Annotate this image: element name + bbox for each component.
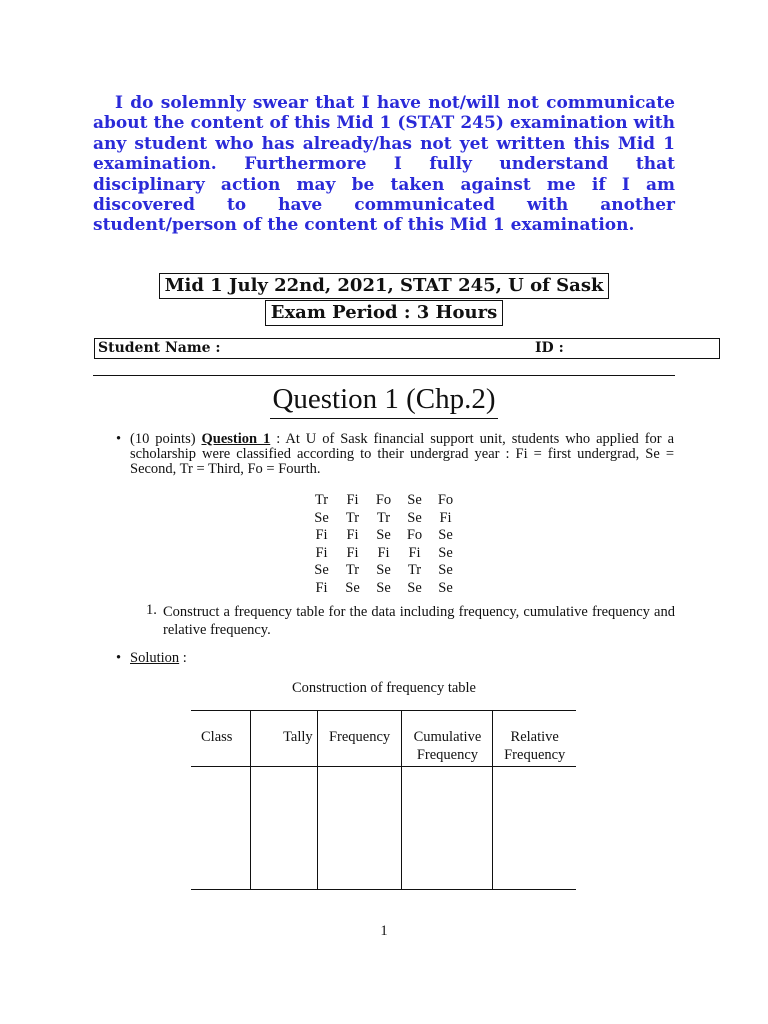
col-frequency: Frequency	[317, 711, 402, 767]
data-grid-cell: Se	[407, 579, 422, 596]
data-grid-cell: Fo	[375, 492, 392, 509]
exam-period-box: Exam Period : 3 Hours	[265, 300, 504, 326]
item-number: 1.	[146, 602, 157, 618]
student-name-label: Student Name :	[98, 340, 221, 356]
data-grid-cell: Se	[438, 579, 453, 596]
exam-period-row	[0, 300, 768, 326]
table-header-row	[191, 711, 576, 767]
col-tally: Tally	[250, 711, 317, 767]
answer-cell-frequency[interactable]	[317, 767, 402, 890]
col-class: Class	[191, 711, 250, 767]
data-grid-cell: Tr	[345, 562, 360, 579]
answer-cell-relative[interactable]	[493, 767, 576, 890]
data-grid-cell: Se	[438, 527, 453, 544]
data-grid-row	[306, 527, 461, 545]
data-grid	[306, 492, 461, 597]
data-grid-cell: Se	[407, 509, 422, 526]
data-grid-cell: Se	[314, 509, 329, 526]
data-grid-cell: Tr	[376, 509, 391, 526]
data-grid-cell: Fi	[439, 509, 452, 526]
col-relative-line1: Relative	[510, 729, 559, 745]
answer-cell-tally[interactable]	[250, 767, 317, 890]
data-grid-cell: Fi	[346, 492, 359, 509]
horizontal-rule	[93, 375, 675, 376]
student-info-box	[94, 338, 720, 359]
col-cumulative-line2: Frequency	[416, 747, 479, 763]
col-relative-frequency	[493, 711, 576, 767]
table-answer-row	[191, 767, 576, 890]
data-grid-cell: Fi	[315, 579, 328, 596]
question-points: (10 points)	[130, 431, 196, 447]
exam-title-box: Mid 1 July 22nd, 2021, STAT 245, U of Sask	[159, 273, 610, 299]
data-grid-row	[306, 492, 461, 510]
data-grid-cell: Fo	[406, 527, 423, 544]
col-cumulative-frequency	[402, 711, 493, 767]
data-grid-cell: Se	[376, 527, 391, 544]
bullet-icon: •	[116, 431, 122, 447]
question-title: Question 1 (Chp.2)	[270, 382, 497, 419]
data-grid-row	[306, 562, 461, 580]
question-prompt: : At U of Sask financial support unit, students who applied for a scholarship were classified according to their undergrad year : Fi = first undergrad, Se = Second, Tr = Third, Fo = Fourth.	[130, 431, 674, 477]
data-grid-cell: Fi	[408, 544, 421, 561]
exam-title-row	[0, 273, 768, 299]
answer-cell-class[interactable]	[191, 767, 250, 890]
data-grid-row	[306, 510, 461, 528]
data-grid-cell: Se	[376, 579, 391, 596]
solution-suffix: :	[179, 650, 187, 666]
data-grid-cell: Se	[438, 562, 453, 579]
answer-cell-cumulative[interactable]	[402, 767, 493, 890]
data-grid-cell: Fi	[346, 527, 359, 544]
question-text	[130, 432, 674, 477]
frequency-table	[191, 710, 576, 890]
data-grid-cell: Fi	[346, 544, 359, 561]
data-grid-cell: Se	[407, 492, 422, 509]
data-grid-cell: Se	[314, 562, 329, 579]
table-caption: Construction of frequency table	[291, 680, 476, 696]
data-grid-cell: Se	[345, 579, 360, 596]
data-grid-cell: Se	[376, 562, 391, 579]
student-id-label: ID :	[535, 340, 564, 356]
col-cumulative-line1: Cumulative	[413, 729, 482, 745]
col-relative-line2: Frequency	[504, 747, 566, 763]
question-title-row	[0, 382, 768, 419]
solution-heading	[130, 651, 187, 666]
item-text: Construct a frequency table for the data including frequency, cumulative frequency and relative frequency.	[163, 604, 675, 638]
data-grid-cell: Tr	[314, 492, 329, 509]
data-grid-cell: Tr	[407, 562, 422, 579]
data-grid-cell: Fi	[377, 544, 390, 561]
bullet-icon: •	[116, 650, 122, 666]
data-grid-row	[306, 545, 461, 563]
solution-label: Solution	[130, 650, 180, 666]
question-label: Question 1	[201, 431, 271, 447]
data-grid-row	[306, 580, 461, 598]
oath-statement: I do solemnly swear that I have not/will not communicate about the content of this Mid 1 (STAT 245) examination with any student who has already/has not yet written this Mid 1 examination. Furthermore I fully understand that disciplinary action may be taken against me if I am discovered to have communicated with another student/person of the content of this Mid 1 examination.	[93, 93, 675, 236]
data-grid-cell: Fi	[315, 544, 328, 561]
data-grid-cell: Fi	[315, 527, 328, 544]
data-grid-cell: Tr	[345, 509, 360, 526]
data-grid-cell: Fo	[437, 492, 454, 509]
page-number: 1	[380, 923, 388, 939]
data-grid-cell: Se	[438, 544, 453, 561]
